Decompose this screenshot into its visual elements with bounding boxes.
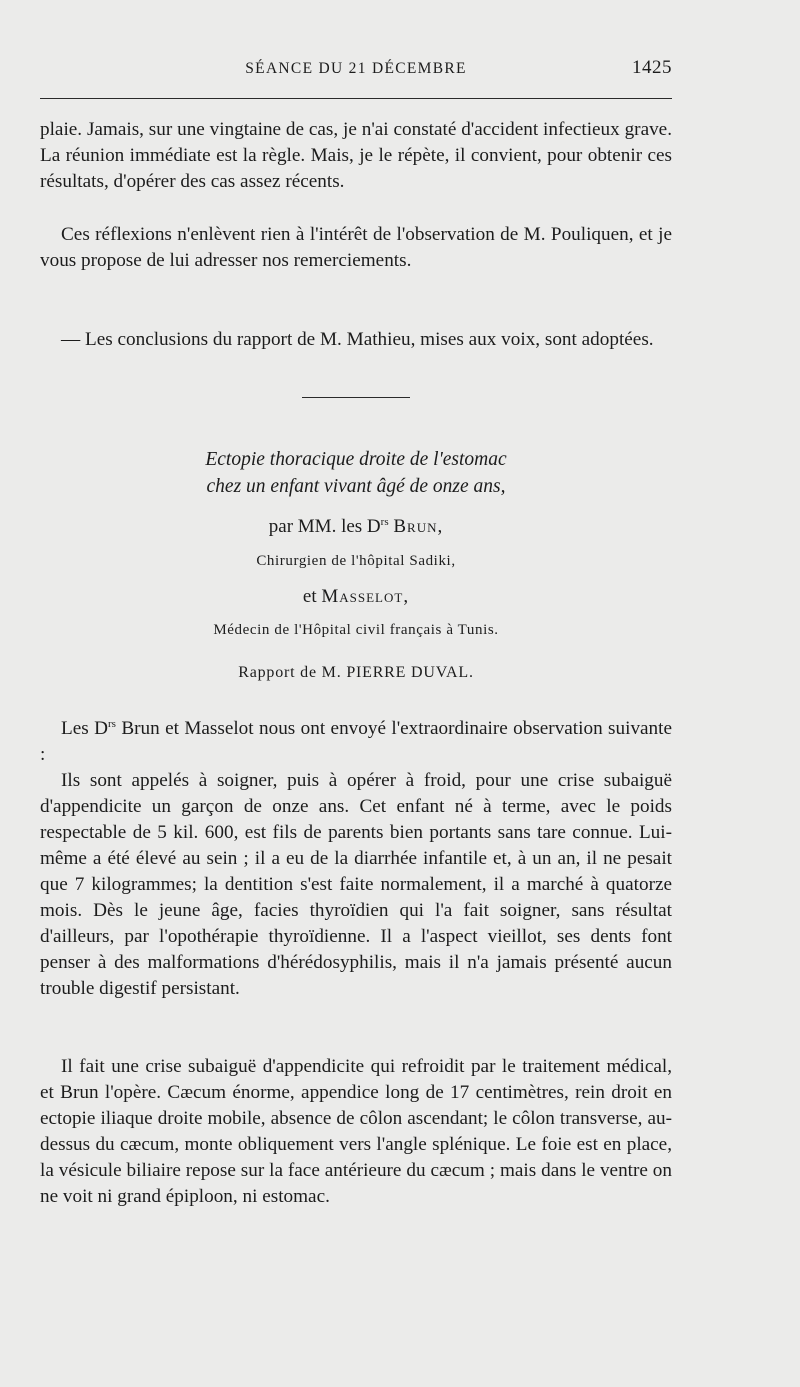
article-title-line-2: chez un enfant vivant âgé de onze ans, [206, 476, 506, 497]
rapport-name: PIERRE DUVAL. [346, 664, 474, 681]
paragraph-reflexions: Ces réflexions n'enlèvent rien à l'intérêt de l'observation de M. Pouliquen, et je vous propose de lui adresser nos remerciements. [40, 224, 672, 271]
header-rule [40, 98, 672, 99]
page-number: 1425 [632, 57, 672, 78]
rapport-line [40, 664, 672, 682]
rapport-prefix: Rapport de M. [238, 664, 342, 681]
paragraph-continuation: plaie. Jamais, sur une vingtaine de cas, je n'ai constaté d'accident infectieux grave. La réunion immédiate est la règle. Mais, je le répète, il convient, pour obtenir ces résultats, d'opérer des cas assez récents. [40, 119, 672, 192]
running-title: SÉANCE DU 21 DÉCEMBRE [245, 60, 467, 77]
affiliation-masselot: Médecin de l'Hôpital civil français à Tunis. [213, 622, 499, 638]
affiliation-brun: Chirurgien de l'hôpital Sadiki, [256, 553, 456, 569]
intro-sup: rs [107, 718, 116, 730]
article-title-line-1: Ectopie thoracique droite de l'estomac [205, 449, 507, 470]
author-brun: Brun, [393, 516, 444, 537]
paragraph-history: Ils sont appelés à soigner, puis à opérer à froid, pour une crise subaiguë d'appendicite un garçon de onze ans. Cet enfant né à terme, avec le poids respectable de 5 kil. 600, est fils de parents bien portants sans tare connue. Lui-même a été élevé au sein ; il a eu de la diarrhée infantile et, à un an, il ne pesait que 7 kilogrammes; la dentition s'est faite normalement, il a marché à quatorze mois. Dès le jeune âge, facies thyroïdien qui l'a fait soigner, sans résultat d'ailleurs, par l'opothérapie thyroïdienne. Il a l'aspect vieillot, ses dents font penser à des malformations d'hérédosyphilis, mais il n'a jamais présenté aucun trouble digestif persistant. [40, 770, 672, 999]
intro-start: Les D [61, 718, 108, 739]
authors-prefix: par MM. les D [268, 516, 381, 537]
intro-rest: Brun et Masselot nous ont envoyé l'extraordinaire observation suivante : [40, 718, 672, 765]
running-head [40, 57, 672, 84]
paragraph-intro [40, 716, 672, 768]
section-separator [302, 397, 410, 398]
authors-conjunction: et [302, 586, 317, 607]
authors-prefix-sup: rs [380, 516, 389, 528]
paragraph-conclusions: — Les conclusions du rapport de M. Mathieu, mises aux voix, sont adoptées. [61, 329, 654, 350]
authors-line [40, 516, 672, 538]
paragraph-operation: Il fait une crise subaiguë d'appendicite qui refroidit par le traitement médical, et Brun l'opère. Cæcum énorme, appendice long de 17 centimètres, rein droit en ectopie iliaque droite mobile, absence de côlon ascendant; le côlon transverse, au-dessus du cæcum, monte obliquement vers l'angle splénique. Le foie est en place, la vésicule biliaire repose sur la face antérieure du cæcum ; mais dans le ventre on ne voit ni grand épiploon, ni estomac. [40, 1056, 672, 1207]
second-author-line [40, 586, 672, 608]
author-masselot: Masselot, [321, 586, 410, 607]
